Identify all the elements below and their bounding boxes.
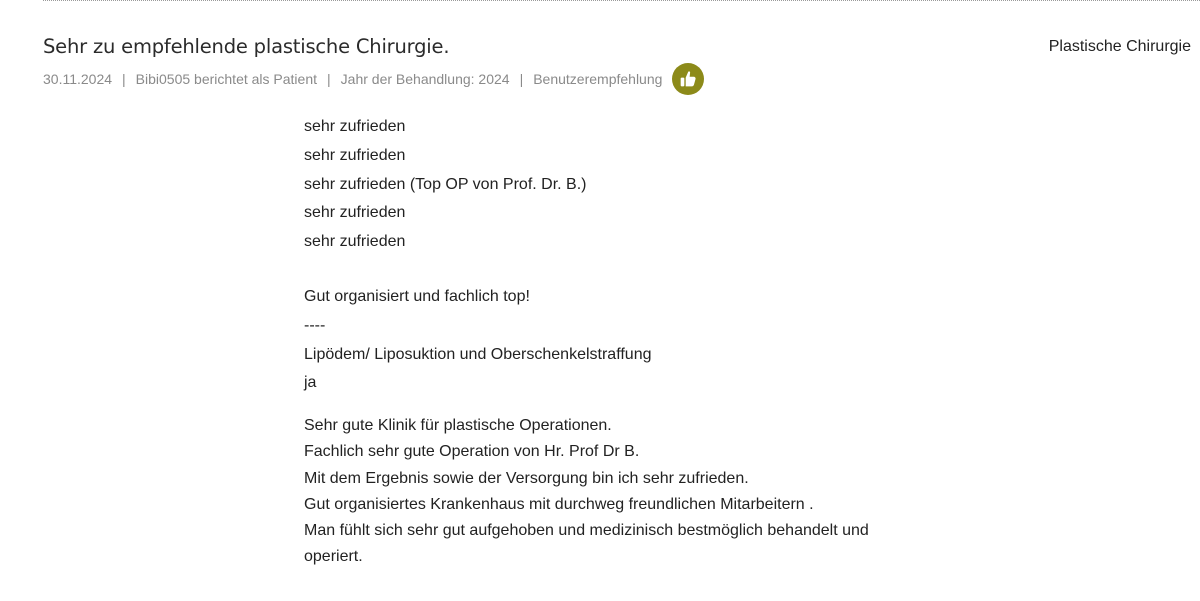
review-category[interactable]: Plastische Chirurgie (1048, 38, 1191, 55)
report-line: operiert. (304, 548, 363, 566)
rating-value: sehr zufrieden (Top OP von Prof. Dr. B.) (304, 176, 587, 193)
rating-value: sehr zufrieden (304, 204, 406, 221)
report-line: Sehr gute Klinik für plastische Operationen. (304, 417, 612, 434)
report-text (304, 413, 869, 571)
rating-value: sehr zufrieden (304, 118, 406, 135)
review-author: Bibi0505 berichtet als Patient (135, 71, 318, 87)
report-line: Man fühlt sich sehr gut aufgehoben und medizinisch bestmöglich behandelt und (304, 522, 869, 540)
detail-value: Lipödem/ Liposuktion und Oberschenkelstraffung (304, 346, 652, 363)
top-divider (43, 0, 1200, 1)
rating-value: sehr zufrieden (304, 147, 406, 164)
user-recommendation: Benutzerempfehlung (533, 71, 663, 87)
thumbs-up-icon (672, 63, 704, 95)
meta-separator: | (327, 71, 331, 87)
detail-value: ja (304, 374, 317, 391)
report-line: Fachlich sehr gute Operation von Hr. Prof Dr B. (304, 443, 640, 461)
meta-separator: | (519, 71, 524, 87)
detail-value: ---- (304, 317, 326, 334)
treatment-year: Jahr der Behandlung: 2024 (340, 71, 510, 87)
report-line: Gut organisiertes Krankenhaus mit durchweg freundlichen Mitarbeitern . (304, 495, 814, 513)
review-date: 30.11.2024 (43, 71, 113, 87)
meta-separator: | (122, 71, 126, 87)
review-meta (43, 65, 704, 93)
rating-value: sehr zufrieden (304, 233, 406, 250)
review-title: Sehr zu empfehlende plastische Chirurgie. (43, 35, 450, 58)
report-line: Mit dem Ergebnis sowie der Versorgung bin ich sehr zufrieden. (304, 469, 749, 487)
detail-value: Gut organisiert und fachlich top! (304, 288, 530, 305)
